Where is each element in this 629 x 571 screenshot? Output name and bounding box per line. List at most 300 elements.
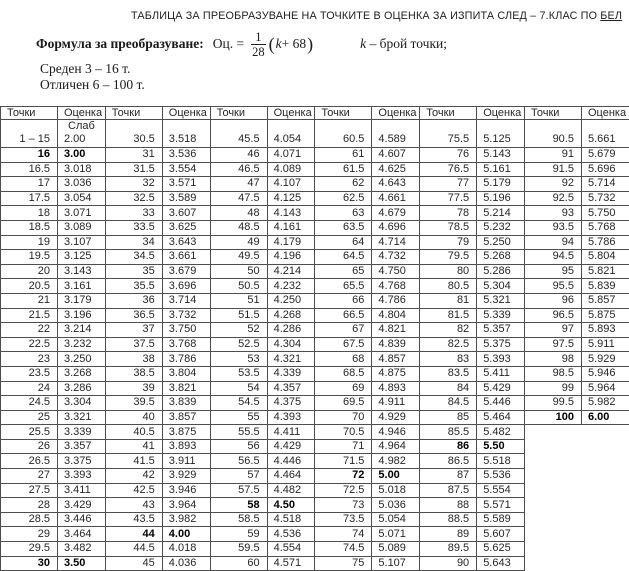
grade-cell: 3.107 — [58, 235, 106, 250]
grade-cell: 3.875 — [162, 425, 210, 440]
points-cell: 99 — [524, 381, 581, 396]
points-cell: 54.5 — [210, 396, 267, 411]
table-row — [1, 120, 629, 148]
grade-cell: 3.339 — [58, 425, 106, 440]
grade-cell: 3.839 — [162, 396, 210, 411]
points-cell: 86.5 — [420, 454, 477, 469]
points-cell: 85.5 — [420, 425, 477, 440]
empty-grade-cell — [581, 512, 629, 527]
grade-cell: 5.125 — [477, 120, 525, 148]
formula-variable-k: k — [276, 36, 282, 52]
points-cell: 33 — [105, 206, 162, 221]
grade-cell: 5.786 — [581, 235, 629, 250]
points-cell: 82.5 — [420, 337, 477, 352]
points-cell: 39.5 — [105, 396, 162, 411]
table-row — [1, 177, 629, 192]
grade-cell: 3.768 — [162, 337, 210, 352]
grade-cell: 4.679 — [372, 206, 420, 221]
points-cell: 76.5 — [420, 162, 477, 177]
grade-cell: 5.518 — [477, 454, 525, 469]
table-row — [1, 527, 629, 542]
points-cell: 79 — [420, 235, 477, 250]
points-header: Точки — [105, 107, 162, 120]
points-cell: 64 — [315, 235, 372, 250]
grade-cell: 5.714 — [581, 177, 629, 192]
grade-cell: 5.589 — [477, 512, 525, 527]
points-cell: 42 — [105, 469, 162, 484]
note-otlichen: Отличен 6 – 100 т. — [40, 77, 145, 93]
grade-cell: 3.857 — [162, 410, 210, 425]
grade-cell: 5.089 — [372, 542, 420, 557]
grade-cell: 5.875 — [581, 308, 629, 323]
grade-cell: 3.982 — [162, 512, 210, 527]
points-cell: 81.5 — [420, 308, 477, 323]
points-cell: 88.5 — [420, 512, 477, 527]
grade-cell: 5.196 — [477, 191, 525, 206]
grade-cell: 5.00 — [372, 469, 420, 484]
page-title-underlined-subject: БЕЛ — [600, 10, 622, 22]
conversion-table-body — [1, 107, 629, 571]
table-row — [1, 498, 629, 513]
points-cell: 66.5 — [315, 308, 372, 323]
table-row — [1, 323, 629, 338]
grade-cell: 5.536 — [477, 469, 525, 484]
points-cell: 75 — [315, 556, 372, 571]
table-row — [1, 425, 629, 440]
points-cell: 98.5 — [524, 366, 581, 381]
points-cell: 25 — [1, 410, 58, 425]
grade-cell: 5.821 — [581, 264, 629, 279]
table-row — [1, 148, 629, 163]
grade-cell: 4.518 — [267, 512, 315, 527]
grade-cell: 3.393 — [58, 469, 106, 484]
points-cell: 21.5 — [1, 308, 58, 323]
grade-cell: 4.411 — [267, 425, 315, 440]
table-row — [1, 366, 629, 381]
grade-cell: 4.50 — [267, 498, 315, 513]
points-cell: 1 – 15 — [1, 120, 58, 148]
grade-cell: 4.018 — [162, 542, 210, 557]
table-row — [1, 250, 629, 265]
points-cell: 17 — [1, 177, 58, 192]
points-cell: 75.5 — [420, 120, 477, 148]
points-cell: 34 — [105, 235, 162, 250]
points-cell: 16.5 — [1, 162, 58, 177]
grade-header: Оценка — [58, 107, 106, 120]
points-header: Точки — [420, 107, 477, 120]
grade-cell: 3.161 — [58, 279, 106, 294]
points-cell: 23.5 — [1, 366, 58, 381]
points-cell: 59.5 — [210, 542, 267, 557]
points-cell: 87.5 — [420, 483, 477, 498]
grade-cell: 5.214 — [477, 206, 525, 221]
points-cell: 63.5 — [315, 220, 372, 235]
points-cell: 26.5 — [1, 454, 58, 469]
grade-cell: 5.768 — [581, 220, 629, 235]
grade-cell: 3.661 — [162, 250, 210, 265]
grade-cell: 5.286 — [477, 264, 525, 279]
points-cell: 90 — [420, 556, 477, 571]
fraction-denominator: 28 — [251, 44, 266, 59]
points-cell: 46.5 — [210, 162, 267, 177]
grade-cell: 3.071 — [58, 206, 106, 221]
points-cell: 62.5 — [315, 191, 372, 206]
table-row — [1, 264, 629, 279]
table-row — [1, 381, 629, 396]
grade-cell: 3.018 — [58, 162, 106, 177]
grade-cell: 5.357 — [477, 323, 525, 338]
grade-cell: 4.821 — [372, 323, 420, 338]
points-cell: 36 — [105, 293, 162, 308]
grade-cell: 4.946 — [372, 425, 420, 440]
points-cell: 36.5 — [105, 308, 162, 323]
points-cell: 85 — [420, 410, 477, 425]
grade-cell: 3.321 — [58, 410, 106, 425]
points-cell: 46 — [210, 148, 267, 163]
grade-cell: 3.696 — [162, 279, 210, 294]
grade-cell: 4.00 — [162, 527, 210, 542]
grade-cell: 4.429 — [267, 439, 315, 454]
grade-cell: 5.571 — [477, 498, 525, 513]
points-header: Точки — [524, 107, 581, 120]
formula-lhs: Оц. = — [213, 36, 244, 52]
points-cell: 32.5 — [105, 191, 162, 206]
table-row — [1, 293, 629, 308]
grade-cell: 3.929 — [162, 469, 210, 484]
points-cell: 45 — [105, 556, 162, 571]
grade-cell: 5.375 — [477, 337, 525, 352]
empty-grade-cell — [581, 425, 629, 440]
points-cell: 22.5 — [1, 337, 58, 352]
table-row — [1, 454, 629, 469]
points-cell: 73.5 — [315, 512, 372, 527]
note-text: – брой точки; — [366, 36, 447, 51]
points-cell: 27 — [1, 469, 58, 484]
table-row — [1, 410, 629, 425]
points-cell: 81 — [420, 293, 477, 308]
grade-cell: 3.250 — [58, 352, 106, 367]
grade-cell: 3.804 — [162, 366, 210, 381]
grade-cell: 4.536 — [267, 527, 315, 542]
grade-cell: 3.946 — [162, 483, 210, 498]
grade-cell: 4.911 — [372, 396, 420, 411]
grade-cell: 4.143 — [267, 206, 315, 221]
grade-word-label: Слаб — [68, 120, 105, 133]
points-cell: 65.5 — [315, 279, 372, 294]
empty-grade-cell — [581, 527, 629, 542]
points-cell: 83.5 — [420, 366, 477, 381]
points-cell: 94.5 — [524, 250, 581, 265]
points-cell: 57.5 — [210, 483, 267, 498]
points-cell: 45.5 — [210, 120, 267, 148]
grade-cell: 4.357 — [267, 381, 315, 396]
grade-header: Оценка — [162, 107, 210, 120]
formula-expression — [213, 30, 314, 59]
table-row — [1, 396, 629, 411]
points-cell: 37 — [105, 323, 162, 338]
grade-cell: 4.161 — [267, 220, 315, 235]
grade-cell: 3.679 — [162, 264, 210, 279]
grade-cell: 5.161 — [477, 162, 525, 177]
grade-cell: 5.411 — [477, 366, 525, 381]
points-cell: 97.5 — [524, 337, 581, 352]
points-cell: 48.5 — [210, 220, 267, 235]
grade-cell: 4.875 — [372, 366, 420, 381]
grade-cell: 3.893 — [162, 439, 210, 454]
points-cell: 84 — [420, 381, 477, 396]
grade-cell: 5.339 — [477, 308, 525, 323]
points-cell: 41 — [105, 439, 162, 454]
empty-points-cell — [524, 498, 581, 513]
points-cell: 55 — [210, 410, 267, 425]
grade-cell: 4.125 — [267, 191, 315, 206]
points-cell: 87 — [420, 469, 477, 484]
points-cell: 37.5 — [105, 337, 162, 352]
grade-cell: 3.446 — [58, 512, 106, 527]
points-cell: 39 — [105, 381, 162, 396]
grade-cell: 6.00 — [581, 410, 629, 425]
points-cell: 24.5 — [1, 396, 58, 411]
points-cell: 56 — [210, 439, 267, 454]
grade-cell: 4.304 — [267, 337, 315, 352]
grade-cell: 3.357 — [58, 439, 106, 454]
empty-grade-cell — [581, 556, 629, 571]
grade-cell: 3.196 — [58, 308, 106, 323]
points-cell: 74.5 — [315, 542, 372, 557]
empty-points-cell — [524, 542, 581, 557]
points-cell: 93 — [524, 206, 581, 221]
points-header: Точки — [315, 107, 372, 120]
table-row — [1, 337, 629, 352]
points-cell: 50 — [210, 264, 267, 279]
points-cell: 77 — [420, 177, 477, 192]
grade-cell: 5.839 — [581, 279, 629, 294]
points-cell: 71.5 — [315, 454, 372, 469]
points-cell: 86 — [420, 439, 477, 454]
grade-cell: 5.661 — [581, 120, 629, 148]
grade-cell: 5.393 — [477, 352, 525, 367]
points-cell: 55.5 — [210, 425, 267, 440]
points-cell: 48 — [210, 206, 267, 221]
empty-points-cell — [524, 469, 581, 484]
points-cell: 27.5 — [1, 483, 58, 498]
grade-cell: 3.625 — [162, 220, 210, 235]
grade-cell: 4.661 — [372, 191, 420, 206]
grade-cell: 3.964 — [162, 498, 210, 513]
grade-cell: 4.714 — [372, 235, 420, 250]
points-cell: 44 — [105, 527, 162, 542]
grade-cell: 3.429 — [58, 498, 106, 513]
grade-cell: 4.250 — [267, 293, 315, 308]
grade-cell: 5.929 — [581, 352, 629, 367]
points-cell: 50.5 — [210, 279, 267, 294]
grade-cell: 4.625 — [372, 162, 420, 177]
header-row — [1, 107, 629, 120]
points-cell: 26 — [1, 439, 58, 454]
points-cell: 63 — [315, 206, 372, 221]
grade-cell: 4.036 — [162, 556, 210, 571]
points-cell: 47 — [210, 177, 267, 192]
page-title-text: ТАБЛИЦА ЗА ПРЕОБРАЗУВАНЕ НА ТОЧКИТЕ В ОЦЕНКА ЗА ИЗПИТА СЛЕД – 7.КЛАС ПО — [131, 10, 600, 22]
points-header: Точки — [1, 107, 58, 120]
points-cell: 76 — [420, 148, 477, 163]
grade-header: Оценка — [581, 107, 629, 120]
close-paren: ) — [306, 35, 314, 53]
points-cell: 29.5 — [1, 542, 58, 557]
grade-cell: 5.625 — [477, 542, 525, 557]
points-cell: 49.5 — [210, 250, 267, 265]
points-cell: 65 — [315, 264, 372, 279]
grade-cell: 4.607 — [372, 148, 420, 163]
empty-grade-cell — [581, 469, 629, 484]
empty-grade-cell — [581, 454, 629, 469]
grade-cell: 5.321 — [477, 293, 525, 308]
grade-cell: 3.143 — [58, 264, 106, 279]
grade-cell: 5.054 — [372, 512, 420, 527]
points-cell: 83 — [420, 352, 477, 367]
points-cell: 95.5 — [524, 279, 581, 294]
grade-cell: 4.179 — [267, 235, 315, 250]
empty-grade-cell — [581, 498, 629, 513]
points-cell: 69.5 — [315, 396, 372, 411]
empty-grade-cell — [581, 439, 629, 454]
grade-cell: 5.268 — [477, 250, 525, 265]
empty-points-cell — [524, 556, 581, 571]
grade-cell: 4.232 — [267, 279, 315, 294]
points-header: Точки — [210, 107, 267, 120]
grade-cell: 3.643 — [162, 235, 210, 250]
points-cell: 70 — [315, 410, 372, 425]
grade-cell: 4.321 — [267, 352, 315, 367]
points-cell: 28.5 — [1, 512, 58, 527]
points-cell: 92.5 — [524, 191, 581, 206]
points-cell: 60 — [210, 556, 267, 571]
grade-cell: 5.607 — [477, 527, 525, 542]
grade-cell: 4.750 — [372, 264, 420, 279]
points-cell: 58.5 — [210, 512, 267, 527]
fraction-numerator: 1 — [255, 30, 261, 44]
points-cell: 42.5 — [105, 483, 162, 498]
grade-cell: 5.071 — [372, 527, 420, 542]
formula-addend: + 68 — [282, 36, 307, 52]
points-cell: 89 — [420, 527, 477, 542]
grade-cell: 4.732 — [372, 250, 420, 265]
points-cell: 43 — [105, 498, 162, 513]
points-cell: 60.5 — [315, 120, 372, 148]
points-cell: 77.5 — [420, 191, 477, 206]
points-cell: 16 — [1, 148, 58, 163]
empty-points-cell — [524, 439, 581, 454]
empty-grade-cell — [581, 483, 629, 498]
points-cell: 67 — [315, 323, 372, 338]
grade-cell: 4.393 — [267, 410, 315, 425]
formula-row — [36, 30, 447, 58]
points-cell: 30 — [1, 556, 58, 571]
grade-cell: 3.554 — [162, 162, 210, 177]
points-cell: 20.5 — [1, 279, 58, 294]
grade-cell: 3.411 — [58, 483, 106, 498]
grade-cell: 5.982 — [581, 396, 629, 411]
points-cell: 56.5 — [210, 454, 267, 469]
table-row — [1, 162, 629, 177]
grade-cell: 5.554 — [477, 483, 525, 498]
grade-cell: 5.143 — [477, 148, 525, 163]
table-row — [1, 542, 629, 557]
points-cell: 72 — [315, 469, 372, 484]
points-cell: 70.5 — [315, 425, 372, 440]
points-cell: 59 — [210, 527, 267, 542]
points-cell: 44.5 — [105, 542, 162, 557]
points-cell: 69 — [315, 381, 372, 396]
points-cell: 53 — [210, 352, 267, 367]
grade-cell: 3.607 — [162, 206, 210, 221]
grade-cell: 4.196 — [267, 250, 315, 265]
points-cell: 17.5 — [1, 191, 58, 206]
grade-cell: 4.375 — [267, 396, 315, 411]
grade-cell: 3.50 — [58, 556, 106, 571]
table-row — [1, 235, 629, 250]
grade-cell: 3.232 — [58, 337, 106, 352]
table-row — [1, 439, 629, 454]
points-cell: 21 — [1, 293, 58, 308]
grade-cell: 4.768 — [372, 279, 420, 294]
points-cell: 41.5 — [105, 454, 162, 469]
table-row — [1, 220, 629, 235]
points-cell: 35.5 — [105, 279, 162, 294]
grade-cell: 5.018 — [372, 483, 420, 498]
points-cell: 24 — [1, 381, 58, 396]
grade-cell: 4.589 — [372, 120, 420, 148]
grade-cell: 3.375 — [58, 454, 106, 469]
points-cell: 53.5 — [210, 366, 267, 381]
grade-cell: 3.536 — [162, 148, 210, 163]
grade-cell: 4.089 — [267, 162, 315, 177]
points-cell: 72.5 — [315, 483, 372, 498]
grade-cell: Слаб 2.00 — [58, 120, 106, 148]
points-cell: 52 — [210, 323, 267, 338]
grade-cell: 5.304 — [477, 279, 525, 294]
points-cell: 54 — [210, 381, 267, 396]
grade-cell: 5.50 — [477, 439, 525, 454]
grade-cell: 3.268 — [58, 366, 106, 381]
grade-cell: 4.268 — [267, 308, 315, 323]
points-cell: 84.5 — [420, 396, 477, 411]
points-cell: 78 — [420, 206, 477, 221]
points-cell: 90.5 — [524, 120, 581, 148]
points-cell: 34.5 — [105, 250, 162, 265]
grade-cell: 5.964 — [581, 381, 629, 396]
points-cell: 61.5 — [315, 162, 372, 177]
grade-cell: 5.946 — [581, 366, 629, 381]
grade-cell: 4.929 — [372, 410, 420, 425]
grade-cell: 3.911 — [162, 454, 210, 469]
grade-cell: 4.893 — [372, 381, 420, 396]
points-cell: 19.5 — [1, 250, 58, 265]
points-cell: 18 — [1, 206, 58, 221]
points-cell: 23 — [1, 352, 58, 367]
points-cell: 80 — [420, 264, 477, 279]
points-cell: 32 — [105, 177, 162, 192]
table-row — [1, 206, 629, 221]
grade-cell: 3.125 — [58, 250, 106, 265]
grade-cell: 5.750 — [581, 206, 629, 221]
formula-note — [360, 36, 447, 52]
table-row — [1, 308, 629, 323]
grade-cell: 5.696 — [581, 162, 629, 177]
grade-cell: 3.054 — [58, 191, 106, 206]
points-cell: 31 — [105, 148, 162, 163]
grade-cell: 4.339 — [267, 366, 315, 381]
